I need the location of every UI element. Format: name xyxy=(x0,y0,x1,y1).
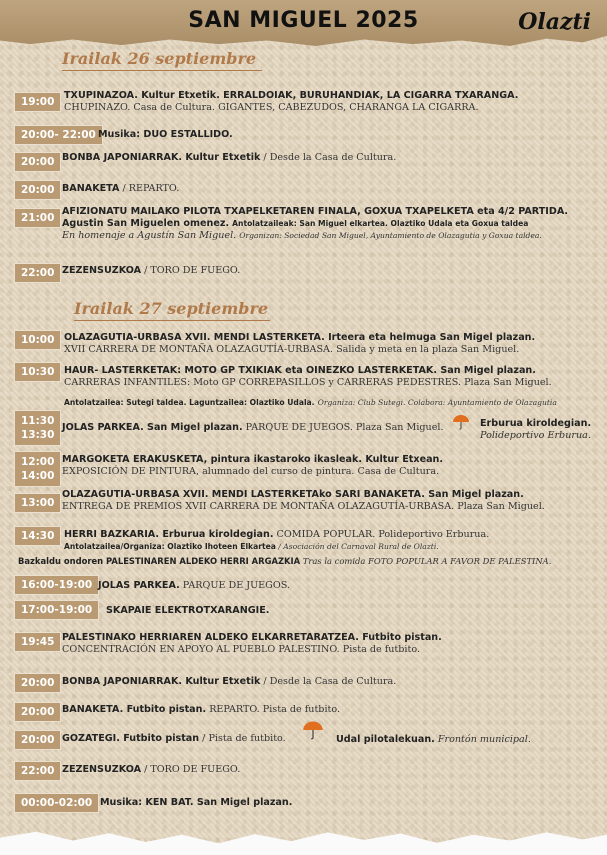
time-badge: 22:00 xyxy=(14,761,61,781)
time-badge: 20:00- 22:00 xyxy=(14,125,103,145)
time-badge: 20:00 xyxy=(14,152,61,172)
event-gozategi: GOZATEGI. Futbito pistan / Pista de futbito. xyxy=(62,733,286,744)
day-heading-27: Irailak 27 septiembre xyxy=(74,299,269,318)
time-badge: 10:00 xyxy=(14,330,61,350)
event-pilota-finala: AFIZIONATU MAILAKO PILOTA TXAPELKETAREN FINALA, GOXUA TXAPELKETA eta 4/2 PARTIDA. Agustin San Miguelen omenez. Antolatzaileak: San Miguel elkartea. Olaztiko Udala eta Goxua taldea En homenaje a Agustín San Miguel. Organizan: Sociedad San Miguel, Ayuntamiento de Olazagutia y Goxua taldea. xyxy=(62,206,569,241)
event-jolas-parkea-side: Erburua kiroldegian. Polideportivo Erburua. xyxy=(480,418,592,441)
event-txupinazoa: TXUPINAZOA. Kultur Etxetik. ERRALDOIAK, BURUHANDIAK, LA CIGARRA TXARANGA. CHUPINAZO. Casa de Cultura. GIGANTES, CABEZUDOS, CHARANGA LA CIGARRA. xyxy=(64,90,519,113)
time-badge: 19:45 xyxy=(14,632,61,652)
event-skapaie: SKAPAIE ELEKTROTXARANGIE. xyxy=(106,605,270,616)
event-palestina-argazkia: Bazkaldu ondoren PALESTINAREN ALDEKO HERRI ARGAZKIA Tras la comida FOTO POPULAR A FAVOR DE PALESTINA. xyxy=(18,556,552,566)
event-jolas-parkea: JOLAS PARKEA. San Migel plazan. PARQUE DE JUEGOS. Plaza San Miguel. xyxy=(62,422,444,433)
umbrella-icon xyxy=(302,720,324,740)
time-badge: 11:30 13:30 xyxy=(14,410,61,446)
event-duo-estallido: Musika: DUO ESTALLIDO. xyxy=(98,129,233,140)
time-badge: 20:00 xyxy=(14,180,61,200)
event-bonba-japoniarrak: BONBA JAPONIARRAK. Kultur Etxetik / Desde la Casa de Cultura. xyxy=(62,152,397,163)
page-title: SAN MIGUEL 2025 xyxy=(188,8,419,33)
day-underline xyxy=(74,320,270,321)
time-badge: 13:00 xyxy=(14,493,61,513)
time-badge: 12:00 14:00 xyxy=(14,451,61,487)
event-herri-bazkaria: HERRI BAZKARIA. Erburua kiroldegian. COMIDA POPULAR. Polideportivo Erburua. Antolatzailea/Organiza: Olaztiko Ihoteen Elkartea / Asociación del Carnaval Rural de Olazti. xyxy=(64,529,490,551)
time-badge: 20:00 xyxy=(14,730,61,750)
event-elkarretaratzea: PALESTINAKO HERRIAREN ALDEKO ELKARRETARATZEA. Futbito pistan. CONCENTRACIÓN EN APOYO AL PUEBLO PALESTINO. Pista de futbito. xyxy=(62,632,442,655)
day-heading-26: Irailak 26 septiembre xyxy=(62,49,257,68)
umbrella-icon xyxy=(452,414,470,430)
event-zezensuzkoa-2: ZEZENSUZKOA / TORO DE FUEGO. xyxy=(62,764,241,775)
time-badge: 10:30 xyxy=(14,362,61,382)
event-haur-lasterketak: HAUR- LASTERKETAK: MOTO GP TXIKIAK eta OINEZKO LASTERKETAK. San Migel plazan. CARRERAS INFANTILES: Moto GP CORREPASILLOS y CARRERAS PEDESTRES. Plaza San Miguel. xyxy=(64,365,552,388)
event-banaketa: BANAKETA / REPARTO. xyxy=(62,183,180,194)
time-badge: 20:00 xyxy=(14,673,61,693)
time-badge: 17:00-19:00 xyxy=(14,600,99,620)
town-name: Olazti xyxy=(518,9,591,35)
event-gozategi-side: Udal pilotalekuan. Frontón municipal. xyxy=(336,734,531,745)
time-badge: 21:00 xyxy=(14,208,61,228)
event-zezensuzkoa: ZEZENSUZKOA / TORO DE FUEGO. xyxy=(62,265,241,276)
event-haur-organizers: Antolatzailea: Sutegi taldea. Laguntzailea: Olaztiko Udala. Organiza: Club Sutegi. Colabora: Ayuntamiento de Olazagutia xyxy=(64,398,557,407)
event-mendi-lasterketa: OLAZAGUTIA-URBASA XVII. MENDI LASTERKETA. Irteera eta helmuga San Migel plazan. XVII CARRERA DE MONTAÑA OLAZAGUTÍA-URBASA. Salida y meta en la plaza San Miguel. xyxy=(64,332,536,355)
time-badge: 22:00 xyxy=(14,263,61,283)
event-jolas-parkea-2: JOLAS PARKEA. PARQUE DE JUEGOS. xyxy=(98,580,290,591)
event-banaketa-2: BANAKETA. Futbito pistan. REPARTO. Pista de futbito. xyxy=(62,704,341,715)
day-underline xyxy=(62,70,262,71)
time-badge: 16:00-19:00 xyxy=(14,575,99,595)
event-ken-bat: Musika: KEN BAT. San Migel plazan. xyxy=(100,797,293,808)
time-badge: 00:00-02:00 xyxy=(14,793,99,813)
time-badge: 14:30 xyxy=(14,526,61,546)
event-sari-banaketa: OLAZAGUTIA-URBASA XVII. MENDI LASTERKETAko SARI BANAKETA. San Migel plazan. ENTREGA DE PREMIOS XVII CARRERA DE MONTAÑA OLAZAGUTÍA-URBASA. Plaza San Miguel. xyxy=(62,489,545,512)
time-badge: 20:00 xyxy=(14,702,61,722)
time-badge: 19:00 xyxy=(14,92,61,112)
event-margoketa: MARGOKETA ERAKUSKETA, pintura ikastaroko ikasleak. Kultur Etxean. EXPOSICIÓN DE PINTURA, alumnado del curso de pintura. Casa de Cultura. xyxy=(62,454,444,477)
event-bonba-japoniarrak-2: BONBA JAPONIARRAK. Kultur Etxetik / Desde la Casa de Cultura. xyxy=(62,676,397,687)
